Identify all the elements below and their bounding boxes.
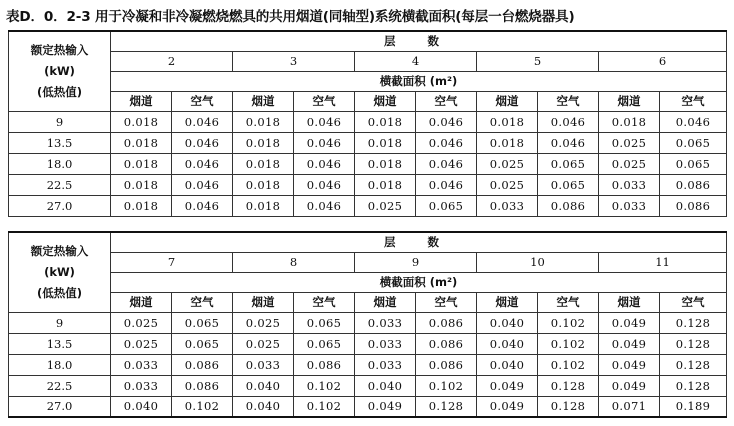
col-air-header: 空气 [172, 292, 233, 312]
flue-area-cell: 0.071 [599, 396, 660, 417]
air-area-cell: 0.102 [294, 396, 355, 417]
col-flue-header: 烟道 [599, 292, 660, 312]
flue-area-cell: 0.018 [111, 111, 172, 132]
area-title: 横截面积 (m²) [111, 272, 727, 292]
flue-area-cell: 0.033 [355, 333, 416, 354]
layers-title: 层 数 [111, 232, 727, 252]
air-area-cell: 0.128 [660, 333, 727, 354]
flue-area-cell: 0.049 [477, 375, 538, 396]
flue-area-cell: 0.018 [111, 174, 172, 195]
air-area-cell: 0.046 [416, 174, 477, 195]
air-area-cell: 0.065 [172, 312, 233, 333]
heat-input-value: 18.0 [9, 153, 111, 174]
col-air-header: 空气 [660, 292, 727, 312]
air-area-cell: 0.065 [538, 153, 599, 174]
air-area-cell: 0.046 [538, 132, 599, 153]
air-area-cell: 0.046 [660, 111, 727, 132]
col-air-header: 空气 [538, 292, 599, 312]
air-area-cell: 0.189 [660, 396, 727, 417]
table-row [9, 312, 727, 333]
air-area-cell: 0.046 [294, 195, 355, 216]
air-area-cell: 0.102 [416, 375, 477, 396]
air-area-cell: 0.102 [294, 375, 355, 396]
air-area-cell: 0.128 [660, 375, 727, 396]
table-row [9, 195, 727, 216]
flue-area-cell: 0.018 [233, 153, 294, 174]
air-area-cell: 0.046 [416, 111, 477, 132]
col-flue-header: 烟道 [477, 292, 538, 312]
flue-area-cell: 0.018 [233, 174, 294, 195]
air-area-cell: 0.086 [172, 354, 233, 375]
flue-area-cell: 0.033 [477, 195, 538, 216]
table-row [9, 153, 727, 174]
flue-area-cell: 0.018 [111, 153, 172, 174]
flue-area-cell: 0.018 [355, 111, 416, 132]
flue-area-cell: 0.049 [599, 333, 660, 354]
air-area-cell: 0.128 [538, 375, 599, 396]
col-air-header: 空气 [294, 292, 355, 312]
air-area-cell: 0.046 [172, 111, 233, 132]
flue-area-cell: 0.033 [111, 354, 172, 375]
air-area-cell: 0.065 [660, 132, 727, 153]
air-area-cell: 0.086 [660, 195, 727, 216]
air-area-cell: 0.128 [538, 396, 599, 417]
air-area-cell: 0.046 [538, 111, 599, 132]
layer-number: 6 [599, 51, 727, 71]
air-area-cell: 0.046 [294, 153, 355, 174]
table-row [9, 354, 727, 375]
table-row [9, 174, 727, 195]
flue-area-cell: 0.033 [599, 195, 660, 216]
flue-area-cell: 0.018 [355, 174, 416, 195]
flue-area-cell: 0.018 [233, 195, 294, 216]
flue-area-cell: 0.025 [233, 333, 294, 354]
air-area-cell: 0.086 [538, 195, 599, 216]
flue-area-cell: 0.018 [355, 153, 416, 174]
air-area-cell: 0.065 [172, 333, 233, 354]
air-area-cell: 0.086 [416, 312, 477, 333]
air-area-cell: 0.065 [660, 153, 727, 174]
layer-number: 8 [233, 252, 355, 272]
flue-area-cell: 0.049 [599, 375, 660, 396]
heat-input-value: 27.0 [9, 396, 111, 417]
flue-area-cell: 0.025 [477, 153, 538, 174]
flue-area-cell: 0.033 [355, 312, 416, 333]
col-air-header: 空气 [294, 91, 355, 111]
flue-area-cell: 0.018 [599, 111, 660, 132]
flue-area-cell: 0.025 [477, 174, 538, 195]
flue-area-cell: 0.049 [355, 396, 416, 417]
table-row [9, 333, 727, 354]
air-area-cell: 0.102 [538, 312, 599, 333]
col-air-header: 空气 [416, 91, 477, 111]
flue-area-cell: 0.018 [355, 132, 416, 153]
table-row [9, 375, 727, 396]
heat-input-value: 9 [9, 312, 111, 333]
flue-area-cell: 0.040 [477, 312, 538, 333]
flue-area-cell: 0.040 [111, 396, 172, 417]
flue-area-cell: 0.040 [477, 333, 538, 354]
heat-input-value: 18.0 [9, 354, 111, 375]
air-area-cell: 0.102 [538, 333, 599, 354]
table-block-2 [8, 231, 727, 418]
flue-area-cell: 0.033 [233, 354, 294, 375]
col-flue-header: 烟道 [233, 91, 294, 111]
flue-area-cell: 0.040 [233, 375, 294, 396]
flue-area-cell: 0.040 [233, 396, 294, 417]
flue-area-cell: 0.033 [111, 375, 172, 396]
air-area-cell: 0.102 [172, 396, 233, 417]
air-area-cell: 0.046 [294, 111, 355, 132]
flue-area-cell: 0.018 [111, 195, 172, 216]
air-area-cell: 0.086 [416, 333, 477, 354]
row-header-line-2: (kW) [44, 264, 75, 279]
heat-input-value: 13.5 [9, 132, 111, 153]
air-area-cell: 0.065 [294, 312, 355, 333]
row-header-line-1: 额定热输入 [30, 243, 89, 258]
layer-number: 9 [355, 252, 477, 272]
heat-input-value: 13.5 [9, 333, 111, 354]
air-area-cell: 0.046 [172, 174, 233, 195]
col-air-header: 空气 [172, 91, 233, 111]
col-air-header: 空气 [416, 292, 477, 312]
air-area-cell: 0.086 [172, 375, 233, 396]
flue-area-cell: 0.049 [477, 396, 538, 417]
air-area-cell: 0.065 [294, 333, 355, 354]
air-area-cell: 0.065 [416, 195, 477, 216]
flue-area-cell: 0.025 [111, 312, 172, 333]
flue-area-cell: 0.025 [599, 153, 660, 174]
air-area-cell: 0.102 [538, 354, 599, 375]
layers-title: 层 数 [111, 31, 727, 51]
flue-area-cell: 0.018 [477, 132, 538, 153]
flue-area-cell: 0.040 [355, 375, 416, 396]
layer-number: 3 [233, 51, 355, 71]
flue-area-cell: 0.049 [599, 312, 660, 333]
row-header [9, 232, 111, 312]
flue-area-cell: 0.033 [355, 354, 416, 375]
heat-input-value: 9 [9, 111, 111, 132]
col-flue-header: 烟道 [233, 292, 294, 312]
flue-area-cell: 0.018 [233, 132, 294, 153]
area-title: 横截面积 (m²) [111, 71, 727, 91]
layer-number: 5 [477, 51, 599, 71]
table-row [9, 111, 727, 132]
table-row [9, 132, 727, 153]
flue-area-cell: 0.025 [355, 195, 416, 216]
col-air-header: 空气 [660, 91, 727, 111]
row-header-line-3: (低热值) [36, 84, 82, 99]
table-block-1-body [9, 31, 727, 216]
row-header [9, 31, 111, 111]
layer-number: 2 [111, 51, 233, 71]
col-flue-header: 烟道 [355, 292, 416, 312]
flue-area-cell: 0.025 [599, 132, 660, 153]
table-row [9, 396, 727, 417]
air-area-cell: 0.086 [294, 354, 355, 375]
air-area-cell: 0.046 [172, 132, 233, 153]
row-header-line-2: (kW) [44, 63, 75, 78]
flue-area-cell: 0.033 [599, 174, 660, 195]
col-flue-header: 烟道 [355, 91, 416, 111]
air-area-cell: 0.046 [172, 195, 233, 216]
col-air-header: 空气 [538, 91, 599, 111]
flue-area-cell: 0.018 [233, 111, 294, 132]
layer-number: 11 [599, 252, 727, 272]
col-flue-header: 烟道 [111, 292, 172, 312]
layer-number: 7 [111, 252, 233, 272]
flue-area-cell: 0.040 [477, 354, 538, 375]
air-area-cell: 0.046 [416, 132, 477, 153]
flue-area-cell: 0.018 [111, 132, 172, 153]
row-header-line-3: (低热值) [36, 285, 82, 300]
air-area-cell: 0.086 [660, 174, 727, 195]
air-area-cell: 0.128 [660, 312, 727, 333]
air-area-cell: 0.065 [538, 174, 599, 195]
layer-number: 10 [477, 252, 599, 272]
flue-area-cell: 0.018 [477, 111, 538, 132]
air-area-cell: 0.046 [172, 153, 233, 174]
col-flue-header: 烟道 [477, 91, 538, 111]
col-flue-header: 烟道 [599, 91, 660, 111]
air-area-cell: 0.046 [294, 174, 355, 195]
heat-input-value: 22.5 [9, 174, 111, 195]
flue-area-cell: 0.025 [233, 312, 294, 333]
col-flue-header: 烟道 [111, 91, 172, 111]
air-area-cell: 0.046 [294, 132, 355, 153]
flue-area-cell: 0.049 [599, 354, 660, 375]
table-block-2-body [9, 232, 727, 417]
heat-input-value: 27.0 [9, 195, 111, 216]
air-area-cell: 0.086 [416, 354, 477, 375]
flue-area-cell: 0.025 [111, 333, 172, 354]
row-header-line-1: 额定热输入 [30, 42, 89, 57]
heat-input-value: 22.5 [9, 375, 111, 396]
air-area-cell: 0.128 [416, 396, 477, 417]
table-title: 表D．0．2-3 用于冷凝和非冷凝燃烧燃具的共用烟道(同轴型)系统横截面积(每层一台燃烧器具) [6, 9, 575, 25]
layer-number: 4 [355, 51, 477, 71]
air-area-cell: 0.128 [660, 354, 727, 375]
air-area-cell: 0.046 [416, 153, 477, 174]
table-block-1 [8, 30, 727, 217]
